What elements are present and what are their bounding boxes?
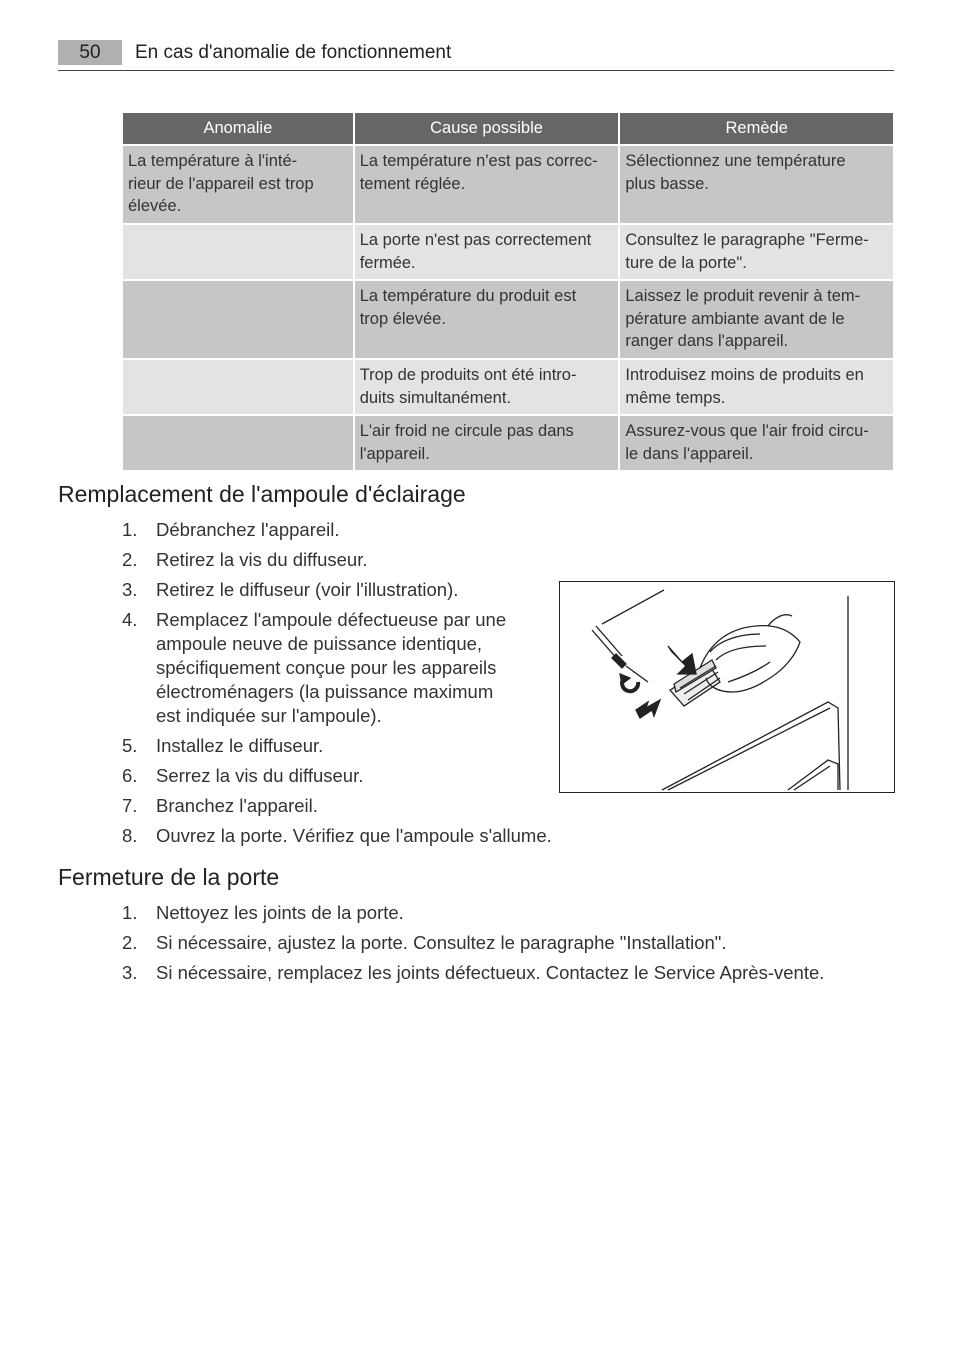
cell-remedy: Consultez le paragraphe "Ferme- ture de la porte". bbox=[620, 225, 893, 279]
list-item: 5. Installez le diffuseur. bbox=[122, 735, 324, 756]
troubleshooting-table bbox=[121, 111, 895, 472]
section-title-door-closing: Fermeture de la porte bbox=[58, 864, 280, 890]
list-item: 1. Débranchez l'appareil. bbox=[122, 519, 340, 540]
cell-anomaly: La température à l'inté- rieur de l'appareil est trop élevée. bbox=[123, 146, 353, 223]
table-row bbox=[123, 281, 893, 358]
table-header-row bbox=[123, 113, 893, 144]
cell-remedy: Assurez-vous que l'air froid circu- le dans l'appareil. bbox=[620, 416, 893, 470]
list-item: 8. Ouvrez la porte. Vérifiez que l'ampoule s'allume. bbox=[122, 825, 552, 846]
cell-cause: La température n'est pas correc- tement réglée. bbox=[355, 146, 619, 223]
cell-cause: La porte n'est pas correctement fermée. bbox=[355, 225, 619, 279]
door-steps-list bbox=[58, 901, 894, 991]
lamp-steps-list bbox=[58, 518, 558, 854]
list-item: 4. Remplacez l'ampoule défectueuse par une ampoule neuve de puissance identique, spécifiquement conçue pour les appareils électroménagers (la puissance maximum est indiquée sur l'ampoule). bbox=[122, 609, 507, 726]
list-item: 3. Si nécessaire, remplacez les joints défectueux. Contactez le Service Après-vente. bbox=[122, 962, 825, 983]
column-header-anomaly: Anomalie bbox=[123, 113, 353, 144]
table-row bbox=[123, 146, 893, 223]
cell-cause: La température du produit est trop élevée. bbox=[355, 281, 619, 358]
cell-remedy: Sélectionnez une température plus basse. bbox=[620, 146, 893, 223]
page-header bbox=[58, 40, 894, 71]
cell-cause: L'air froid ne circule pas dans l'appareil. bbox=[355, 416, 619, 470]
table-row bbox=[123, 360, 893, 414]
cell-anomaly bbox=[123, 225, 353, 279]
page-number: 50 bbox=[58, 40, 122, 65]
cell-anomaly bbox=[123, 360, 353, 414]
list-item: 3. Retirez le diffuseur (voir l'illustration). bbox=[122, 579, 459, 600]
cell-anomaly bbox=[123, 281, 353, 358]
lamp-diagram-icon bbox=[560, 582, 894, 792]
list-item: 7. Branchez l'appareil. bbox=[122, 795, 318, 816]
cell-remedy: Laissez le produit revenir à tem- pérature ambiante avant de le ranger dans l'appareil. bbox=[620, 281, 893, 358]
table-row bbox=[123, 416, 893, 470]
list-item: 1. Nettoyez les joints de la porte. bbox=[122, 902, 404, 923]
column-header-cause: Cause possible bbox=[355, 113, 619, 144]
section-title-lamp-replacement: Remplacement de l'ampoule d'éclairage bbox=[58, 481, 466, 507]
cell-anomaly bbox=[123, 416, 353, 470]
header-title: En cas d'anomalie de fonctionnement bbox=[135, 42, 452, 63]
table-row bbox=[123, 225, 893, 279]
cell-remedy: Introduisez moins de produits en même temps. bbox=[620, 360, 893, 414]
lamp-replacement-illustration bbox=[559, 581, 895, 793]
column-header-remedy: Remède bbox=[620, 113, 893, 144]
list-item: 2. Si nécessaire, ajustez la porte. Consultez le paragraphe "Installation". bbox=[122, 932, 727, 953]
list-item: 6. Serrez la vis du diffuseur. bbox=[122, 765, 364, 786]
list-item: 2. Retirez la vis du diffuseur. bbox=[122, 549, 368, 570]
cell-cause: Trop de produits ont été intro- duits simultanément. bbox=[355, 360, 619, 414]
